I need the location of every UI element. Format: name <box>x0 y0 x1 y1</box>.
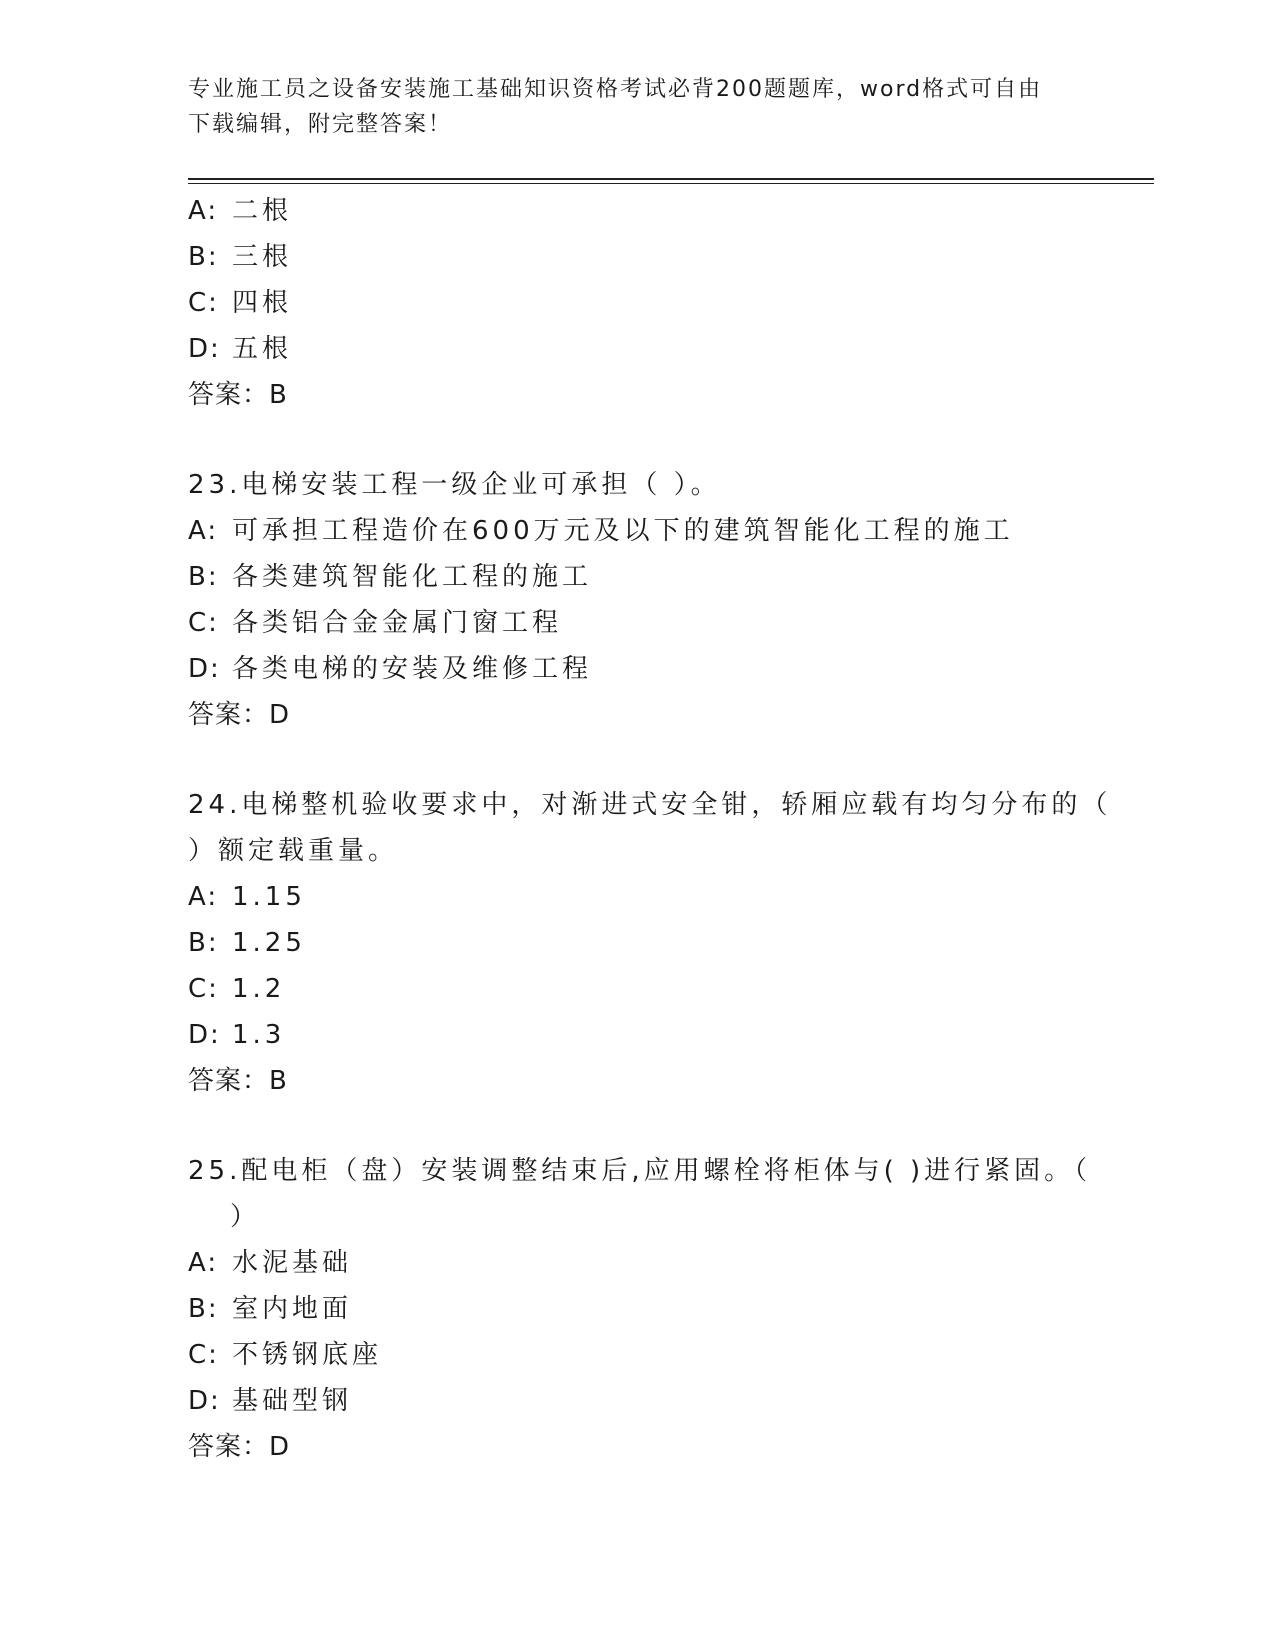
header-line-1: 专业施工员之设备安装施工基础知识资格考试必背200题题库，word格式可自由 <box>188 77 1043 102</box>
option-label: D: <box>188 334 221 364</box>
option-label: B: <box>188 562 219 592</box>
option-text: 1.25 <box>232 928 306 958</box>
option-label: A: <box>188 516 219 546</box>
answer-line: 答案：B <box>188 380 288 410</box>
question-list <box>188 188 1112 1470</box>
option-label: B: <box>188 928 219 958</box>
option-label: A: <box>188 1248 219 1278</box>
option-text: 各类电梯的安装及维修工程 <box>232 654 593 684</box>
option-text: 水泥基础 <box>232 1248 353 1278</box>
option-text: 不锈钢底座 <box>232 1340 383 1370</box>
option-c <box>188 280 1088 326</box>
option-b <box>188 234 1088 280</box>
option-text: 三根 <box>232 242 293 272</box>
option-label: D: <box>188 1020 221 1050</box>
question-24-block <box>188 782 1112 1104</box>
spacer <box>188 418 1088 462</box>
document-header <box>188 72 1088 142</box>
option-d <box>188 1378 1088 1424</box>
option-text: 1.2 <box>232 974 286 1004</box>
spacer <box>188 1104 1088 1148</box>
option-text: 各类建筑智能化工程的施工 <box>232 562 593 592</box>
question-22-block <box>188 188 1088 418</box>
answer-line: 答案：B <box>188 1066 288 1096</box>
header-line-2: 下载编辑，附完整答案！ <box>188 112 453 137</box>
option-text: 1.3 <box>232 1020 286 1050</box>
option-a <box>188 874 1088 920</box>
question-23-block <box>188 462 1088 738</box>
option-d <box>188 326 1088 372</box>
option-text: 可承担工程造价在600万元及以下的建筑智能化工程的施工 <box>232 516 1014 546</box>
option-b <box>188 920 1088 966</box>
answer-line: 答案：D <box>188 1432 291 1462</box>
question-stem-line-1: 25.配电柜（盘）安装调整结束后,应用螺栓将柜体与( )进行紧固。（ <box>188 1156 1092 1186</box>
option-c <box>188 1332 1088 1378</box>
question-stem-line-1: 24.电梯整机验收要求中，对渐进式安全钳，轿厢应载有均匀分布的（ <box>188 790 1112 820</box>
option-d <box>188 646 1088 692</box>
question-stem-line-2: ）额定载重量。 <box>188 836 399 866</box>
option-text: 四根 <box>232 288 293 318</box>
option-label: A: <box>188 196 219 226</box>
option-label: C: <box>188 288 219 318</box>
question-stem: 23.电梯安装工程一级企业可承担（ ）。 <box>188 470 721 500</box>
option-text: 二根 <box>232 196 293 226</box>
option-label: A: <box>188 882 219 912</box>
option-text: 各类铝合金金属门窗工程 <box>232 608 563 638</box>
option-text: 室内地面 <box>232 1294 353 1324</box>
header-rule-thick <box>188 178 1154 180</box>
option-label: C: <box>188 608 219 638</box>
option-b <box>188 554 1088 600</box>
option-label: B: <box>188 242 219 272</box>
spacer <box>188 738 1088 782</box>
option-label: B: <box>188 1294 219 1324</box>
question-25-block <box>188 1148 1092 1470</box>
option-text: 五根 <box>232 334 293 364</box>
option-label: C: <box>188 974 219 1004</box>
option-label: D: <box>188 654 221 684</box>
option-label: D: <box>188 1386 221 1416</box>
option-a <box>188 508 1088 554</box>
header-rule-thin <box>188 183 1154 184</box>
option-text: 1.15 <box>232 882 306 912</box>
option-c <box>188 966 1088 1012</box>
answer-line: 答案：D <box>188 700 291 730</box>
option-text: 基础型钢 <box>232 1386 353 1416</box>
option-a <box>188 1240 1088 1286</box>
option-c <box>188 600 1088 646</box>
option-d <box>188 1012 1088 1058</box>
option-a <box>188 188 1088 234</box>
option-label: C: <box>188 1340 219 1370</box>
question-stem-line-2: ） <box>230 1202 261 1232</box>
option-b <box>188 1286 1088 1332</box>
